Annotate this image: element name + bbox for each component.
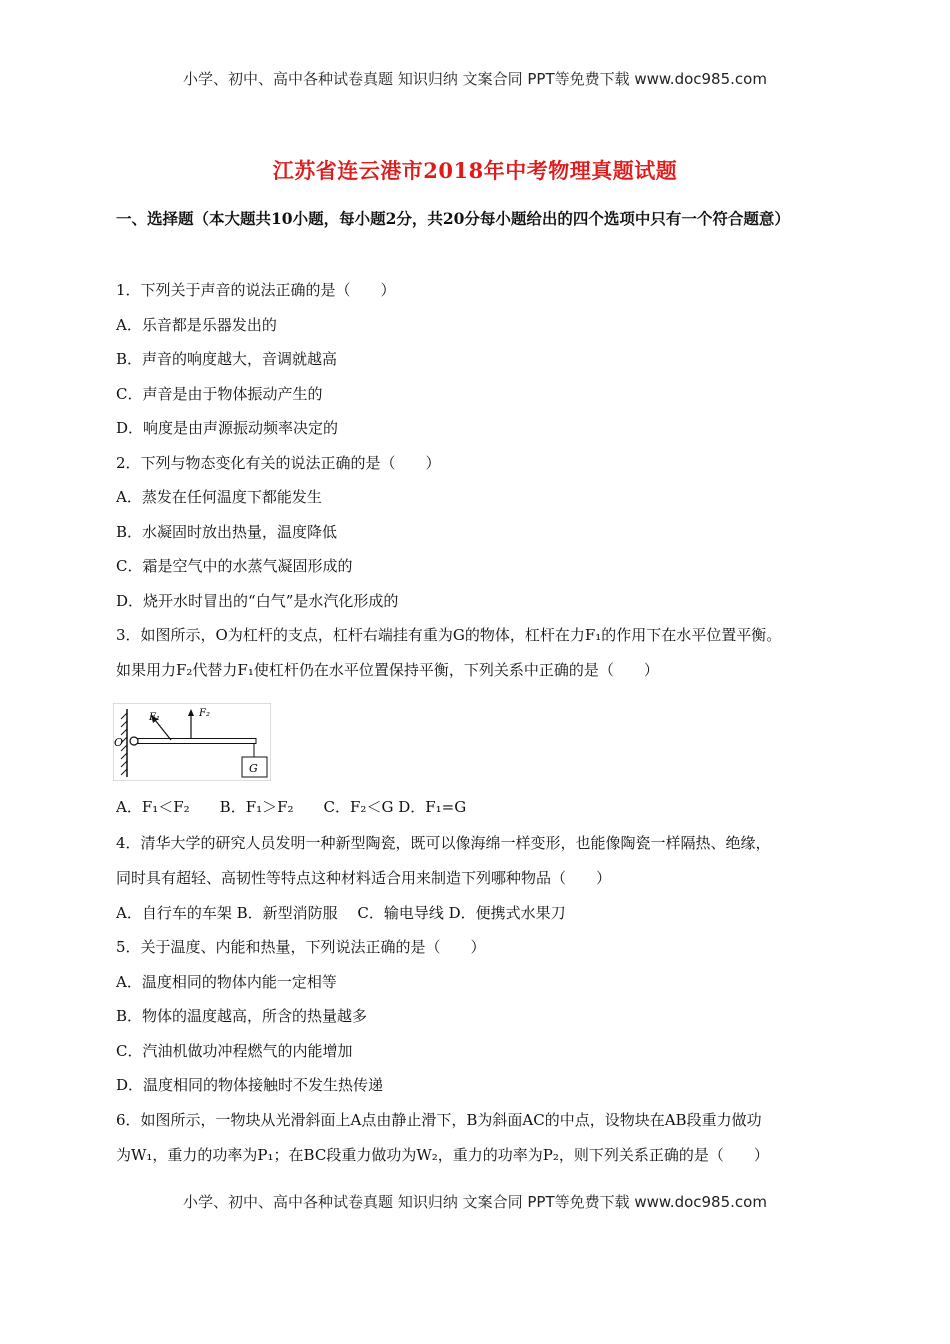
option-1c: C．声音是由于物体振动产生的 <box>116 385 323 403</box>
question-6-line2: 为W₁，重力的功率为P₁；在BC段重力做功为W₂，重力的功率为P₂，则下列关系正确的是（ ） <box>116 1146 769 1164</box>
footer-banner: 小学、初中、高中各种试卷真题 知识归纳 文案合同 PPT等免费下载 www.doc985.com <box>183 1193 767 1211</box>
header-banner: 小学、初中、高中各种试卷真题 知识归纳 文案合同 PPT等免费下载 www.doc985.com <box>183 70 767 88</box>
option-5a: A．温度相同的物体内能一定相等 <box>116 973 337 991</box>
question-3-line2: 如果用力F₂代替力F₁使杠杆仍在水平位置保持平衡，下列关系中正确的是（ ） <box>116 661 659 679</box>
question-4-line2: 同时具有超轻、高韧性等特点这种材料适合用来制造下列哪种物品（ ） <box>116 869 612 887</box>
option-2c: C．霜是空气中的水蒸气凝固形成的 <box>116 557 353 575</box>
page-title: 江苏省连云港市2018年中考物理真题试题 <box>272 158 678 183</box>
options-4: A．自行车的车架 B．新型消防服 C．输电导线 D．便携式水果刀 <box>116 904 566 922</box>
option-1d: D．响度是由声源振动频率决定的 <box>116 419 339 437</box>
question-3-line1: 3．如图所示，O为杠杆的支点，杠杆右端挂有重为G的物体，杠杆在力F₁的作用下在水平位置平衡。 <box>116 626 782 644</box>
force2-label: F₂ <box>199 708 210 719</box>
question-2: 2．下列与物态变化有关的说法正确的是（ ） <box>116 454 441 472</box>
options-3: A．F₁＜F₂ B．F₁＞F₂ C．F₂＜G D．F₁=G <box>116 798 467 816</box>
question-4-line1: 4．清华大学的研究人员发明一种新型陶瓷，既可以像海绵一样变形，也能像陶瓷一样隔热、绝缘， <box>116 834 771 852</box>
option-2d: D．烧开水时冒出的“白气”是水汽化形成的 <box>116 592 399 610</box>
option-5d: D．温度相同的物体接触时不发生热传递 <box>116 1076 384 1094</box>
weight-label: G <box>249 762 258 775</box>
question-5: 5．关于温度、内能和热量，下列说法正确的是（ ） <box>116 938 486 956</box>
section-heading: 一、选择题（本大题共10小题，每小题2分，共20分每小题给出的四个选项中只有一个符合题意） <box>116 209 790 228</box>
option-5b: B．物体的温度越高，所含的热量越多 <box>116 1007 368 1025</box>
option-2a: A．蒸发在任何温度下都能发生 <box>116 488 322 506</box>
pivot-label: O <box>114 736 124 749</box>
option-1a: A．乐音都是乐器发出的 <box>116 316 277 334</box>
question-1: 1．下列关于声音的说法正确的是（ ） <box>116 281 396 299</box>
option-5c: C．汽油机做功冲程燃气的内能增加 <box>116 1042 353 1060</box>
option-2b: B．水凝固时放出热量，温度降低 <box>116 523 338 541</box>
option-1b: B．声音的响度越大，音调就越高 <box>116 350 338 368</box>
lever-diagram <box>113 703 271 781</box>
force1-label: F₁ <box>149 712 160 723</box>
question-6-line1: 6．如图所示，一物块从光滑斜面上A点由静止滑下，B为斜面AC的中点，设物块在AB段重力做功 <box>116 1111 762 1129</box>
